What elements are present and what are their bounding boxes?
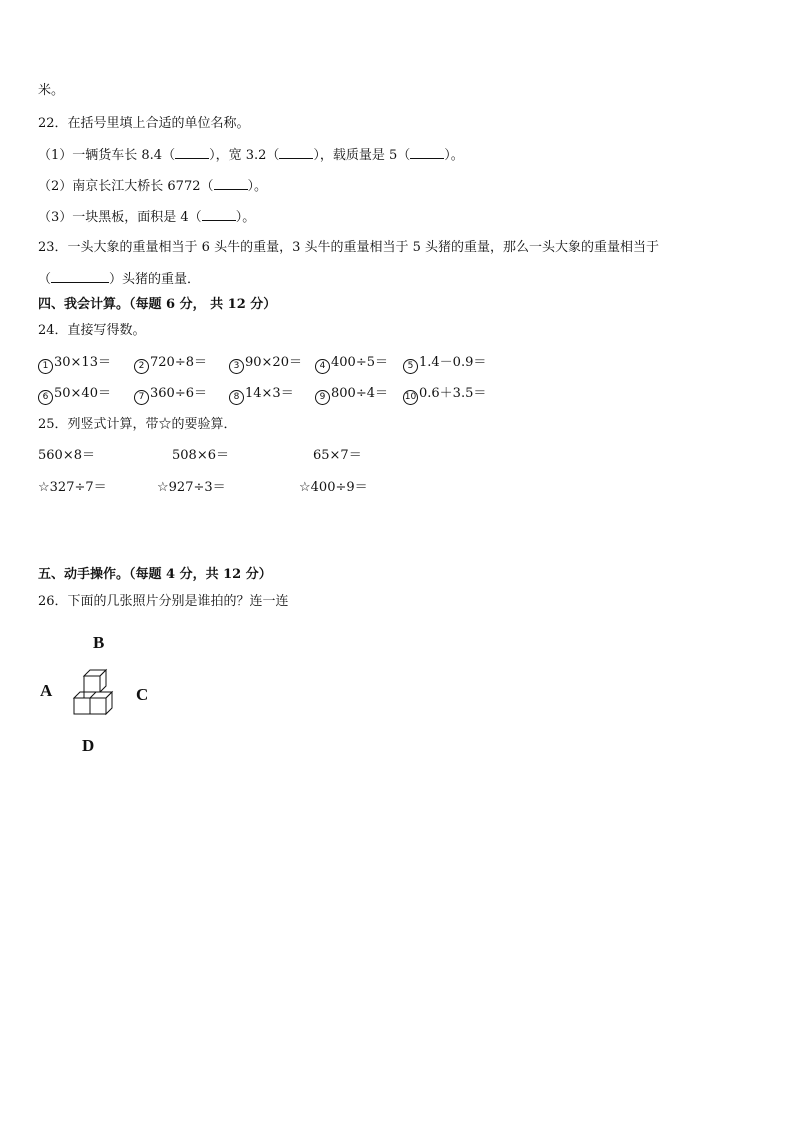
- view-label-d: D: [82, 736, 95, 755]
- item-number-badge: 7: [134, 390, 149, 405]
- q25-item: 65×7＝: [313, 448, 362, 463]
- item-expression: 90×20＝: [245, 355, 302, 370]
- item-number-badge: 8: [229, 390, 244, 405]
- view-label-c: C: [136, 685, 149, 704]
- q24-item: [134, 385, 207, 405]
- item-expression: 1.4－0.9＝: [419, 355, 487, 370]
- q24-item: [229, 385, 294, 405]
- q23-answer-line: （ ）头猪的重量．: [38, 272, 201, 287]
- q25-item: ☆400÷9＝: [299, 480, 368, 495]
- item-expression: 720÷8＝: [150, 355, 207, 370]
- q25-title: 25．列竖式计算，带☆的要验算．: [38, 417, 237, 432]
- item-expression: 30×13＝: [54, 355, 111, 370]
- q24-title: 24．直接写得数。: [38, 323, 146, 338]
- cube-stack-figure: [68, 668, 122, 724]
- answer-blank[interactable]: [410, 146, 444, 159]
- q24-item: [134, 354, 207, 374]
- item-expression: 800÷4＝: [331, 386, 388, 401]
- answer-blank[interactable]: [214, 177, 248, 190]
- bottom-left-cube-front-face: [74, 698, 90, 714]
- section-4-heading: 四、我会计算。（每题 6 分， 共 12 分）: [38, 297, 277, 312]
- section-5-heading: 五、动手操作。（每题 4 分，共 12 分）: [38, 567, 272, 582]
- answer-blank[interactable]: [175, 146, 209, 159]
- bottom-right-cube-front-face: [90, 698, 106, 714]
- q25-item: ☆327÷7＝: [38, 480, 107, 495]
- view-label-a: A: [40, 681, 53, 700]
- q23-text: 23．一头大象的重量相当于 6 头牛的重量，3 头牛的重量相当于 5 头猪的重量，那么一头大象的重量相当于: [38, 240, 660, 255]
- q22-item-3: （3）一块黑板，面积是 4（ ）。: [38, 210, 256, 225]
- answer-blank[interactable]: [279, 146, 313, 159]
- item-expression: 0.6＋3.5＝: [419, 386, 487, 401]
- q25-item: ☆927÷3＝: [157, 480, 226, 495]
- answer-blank[interactable]: [202, 208, 236, 221]
- item-number-badge: 1: [38, 359, 53, 374]
- item-expression: 50×40＝: [54, 386, 111, 401]
- q26-title: 26．下面的几张照片分别是谁拍的？连一连: [38, 594, 289, 609]
- q24-item: [403, 354, 486, 374]
- item-expression: 400÷5＝: [331, 355, 388, 370]
- q22-title: 22．在括号里填上合适的单位名称。: [38, 116, 250, 131]
- item-expression: 360÷6＝: [150, 386, 207, 401]
- item-number-badge: 2: [134, 359, 149, 374]
- q25-item: 508×6＝: [172, 448, 229, 463]
- q22-item-1: （1）一辆货车长 8.4（ ），宽 3.2（ ），载质量是 5（ ）。: [38, 148, 464, 163]
- q24-item: [229, 354, 302, 374]
- view-label-b: B: [93, 633, 105, 652]
- q24-item: [315, 354, 388, 374]
- q25-item: 560×8＝: [38, 448, 95, 463]
- item-number-badge: 3: [229, 359, 244, 374]
- q22-item-2: （2）南京长江大桥长 6772（ ）。: [38, 179, 268, 194]
- q24-item: [403, 385, 486, 405]
- continued-text: 米。: [38, 83, 65, 98]
- item-number-badge: 5: [403, 359, 418, 374]
- q24-item: [38, 385, 111, 405]
- item-number-badge: 10: [403, 390, 418, 405]
- q24-item: [38, 354, 111, 374]
- item-number-badge: 6: [38, 390, 53, 405]
- top-cube-front-face: [84, 676, 100, 692]
- q24-item: [315, 385, 388, 405]
- item-expression: 14×3＝: [245, 386, 294, 401]
- item-number-badge: 4: [315, 359, 330, 374]
- answer-blank[interactable]: [51, 270, 109, 283]
- item-number-badge: 9: [315, 390, 330, 405]
